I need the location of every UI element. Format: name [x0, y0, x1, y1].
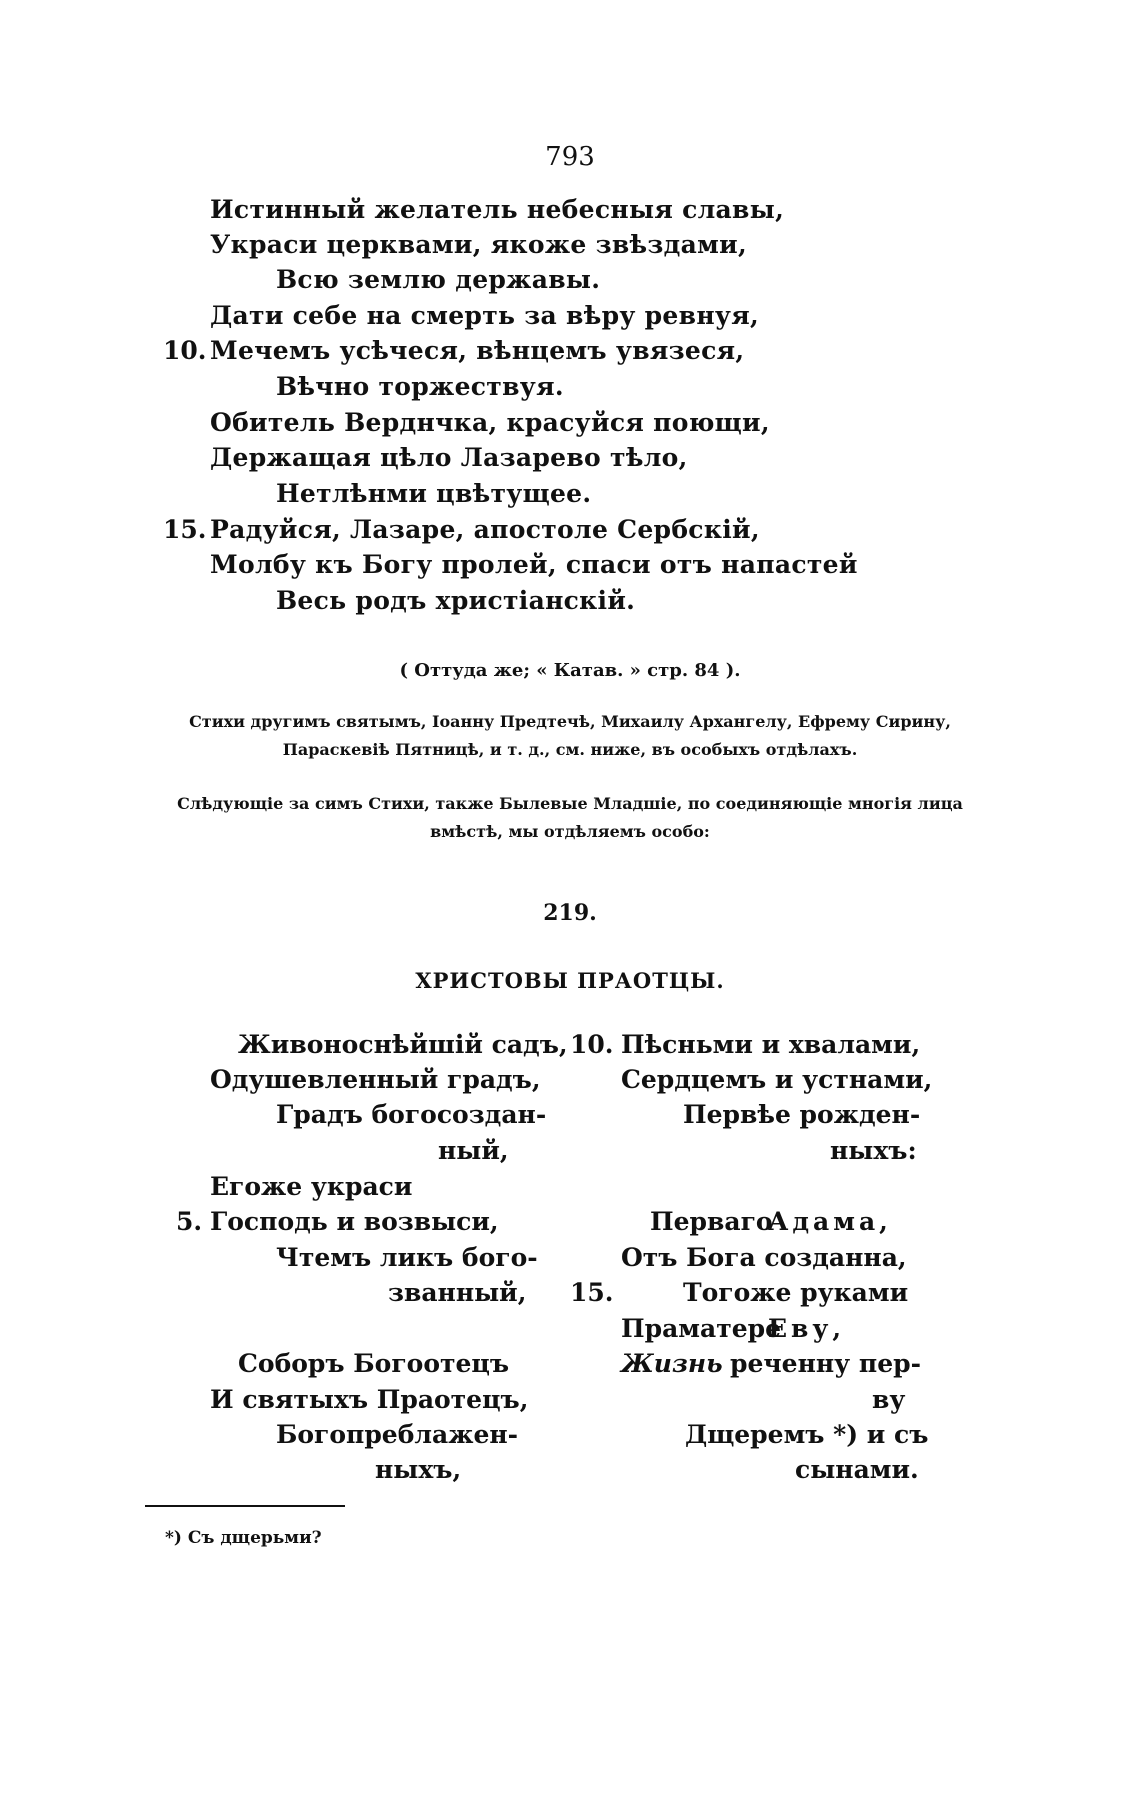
left-column-line: Соборъ Богоотецъ: [238, 1349, 510, 1378]
note-other-saints-line2: Параскевіѣ Пятницѣ, и т. д., см. ниже, въ особыхъ отдѣлахъ.: [282, 740, 858, 759]
right-column-line: Тогоже руками: [683, 1278, 909, 1307]
left-column-line: Егоже украси: [210, 1172, 413, 1201]
right-column-line: ву: [872, 1385, 906, 1414]
right-column-line: Перваго: [650, 1207, 773, 1236]
footnote-divider: [145, 1505, 345, 1507]
verse-line: Дати себе на смерть за вѣру ревнуя,: [210, 301, 759, 330]
right-column-line: Дщеремъ *) и съ: [685, 1420, 929, 1449]
verse-line: Всю землю державы.: [276, 265, 601, 294]
right-column-line: Адама,: [768, 1207, 892, 1236]
verse-line: Держащая цѣло Лазарево тѣло,: [210, 443, 688, 472]
right-column-number: 10.: [570, 1030, 614, 1059]
right-column-line: реченну пер-: [730, 1349, 921, 1378]
left-column-line: ныхъ,: [375, 1455, 462, 1484]
left-column-line: Одушевленный градъ,: [210, 1065, 541, 1094]
left-column-number: 5.: [176, 1207, 203, 1236]
hymn-title: ХРИСТОВЫ ПРАОТЦЫ.: [415, 968, 725, 993]
hymn-number: 219.: [543, 900, 597, 926]
source-note: ( Оттуда же; « Катав. » стр. 84 ).: [399, 660, 741, 681]
left-column-line: званный,: [388, 1278, 527, 1307]
right-column-line: Еву,: [768, 1314, 846, 1343]
right-column-line: Сердцемъ и устнами,: [621, 1065, 933, 1094]
left-column-line: Живоноснѣйшій садъ,: [238, 1030, 568, 1059]
footnote: *) Съ дщерьми?: [165, 1528, 322, 1548]
right-column-line: Праматере: [621, 1314, 781, 1343]
left-column-line: ный,: [438, 1136, 509, 1165]
verse-line: Нетлѣнми цвѣтущее.: [276, 479, 592, 508]
note-other-saints-line1: Стихи другимъ святымъ, Іоанну Предтечѣ, Михаилу Архангелу, Ефрему Сирину,: [189, 712, 951, 731]
right-column-line: Отъ Бога созданна,: [621, 1243, 907, 1272]
note-following-line2: вмѣстѣ, мы отдѣляемъ особо:: [430, 822, 710, 841]
right-column-number: 15.: [570, 1278, 614, 1307]
left-column-line: Чтемъ ликъ бого-: [276, 1243, 538, 1272]
left-column-line: Богопреблажен-: [276, 1420, 519, 1449]
page-number: 793: [545, 142, 595, 172]
verse-line: Украси церквами, якоже звѣздами,: [210, 230, 747, 259]
note-following-line1: Слѣдующіе за симъ Стихи, также Былевые Младшіе, по соединяющіе многія лица: [177, 794, 963, 813]
verse-number: 15.: [163, 515, 207, 544]
right-column-line: Пѣсньми и хвалами,: [621, 1030, 921, 1059]
verse-line: Молбу къ Богу пролей, спаси отъ напастей: [210, 550, 858, 579]
right-column-line: Первѣе рожден-: [683, 1100, 921, 1129]
right-column-line: ныхъ:: [830, 1136, 917, 1165]
verse-line: Весь родъ христіанскій.: [276, 586, 636, 615]
verse-line: Обитель Верднчка, красуйся поющи,: [210, 408, 770, 437]
verse-line: Вѣчно торжествуя.: [276, 372, 564, 401]
right-column-line: Жизнь: [621, 1349, 723, 1378]
right-column-line: сынами.: [795, 1455, 919, 1484]
verse-number: 10.: [163, 336, 207, 365]
left-column-line: Господь и возвыси,: [210, 1207, 499, 1236]
left-column-line: И святыхъ Праотецъ,: [210, 1385, 529, 1414]
verse-line: Радуйся, Лазаре, апостоле Сербскій,: [210, 515, 760, 544]
verse-line: Истинный желатель небесныя славы,: [210, 195, 785, 224]
verse-line: Мечемъ усѣчеся, вѣнцемъ увязеся,: [210, 336, 745, 365]
left-column-line: Градъ богосоздан-: [276, 1100, 547, 1129]
